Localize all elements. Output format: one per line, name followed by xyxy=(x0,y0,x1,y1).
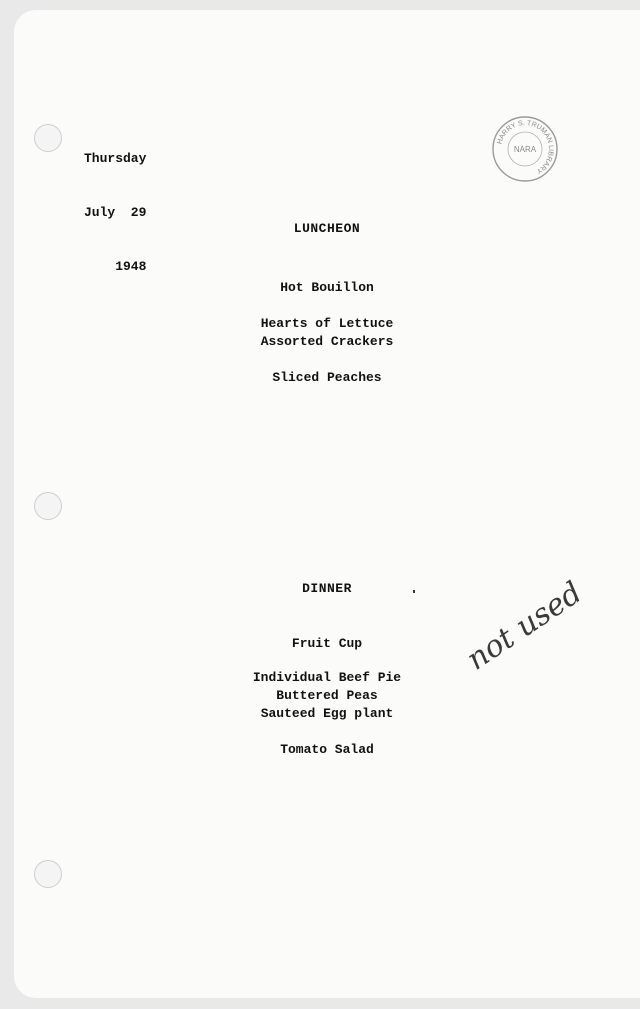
luncheon-item: Hearts of Lettuce xyxy=(260,316,394,331)
menu-page xyxy=(14,10,640,998)
binder-hole-top xyxy=(34,124,62,152)
dinner-item: Individual Beef Pie xyxy=(252,670,402,685)
dinner-item: Tomato Salad xyxy=(280,742,374,757)
luncheon-item: Sliced Peaches xyxy=(272,370,382,385)
binder-hole-bottom xyxy=(34,860,62,888)
stamp-ring-text: HARRY S. TRUMAN LIBRARY xyxy=(496,119,555,175)
dinner-item: Sauteed Egg plant xyxy=(260,706,394,721)
dinner-item: Fruit Cup xyxy=(291,636,363,651)
handwritten-note-text: not used xyxy=(460,575,589,678)
dinner-item: Buttered Peas xyxy=(276,688,378,703)
library-stamp xyxy=(490,114,560,184)
date-month-day: July 29 xyxy=(84,205,147,220)
dinner-heading: DINNER xyxy=(302,581,352,596)
binder-hole-middle xyxy=(34,492,62,520)
ink-speck xyxy=(413,590,415,593)
luncheon-heading: LUNCHEON xyxy=(293,221,361,236)
date-year: 1948 xyxy=(115,259,147,274)
luncheon-item: Assorted Crackers xyxy=(260,334,394,349)
date-weekday: Thursday xyxy=(84,151,147,166)
stamp-center-text: NARA xyxy=(513,145,537,154)
luncheon-item: Hot Bouillon xyxy=(280,280,374,295)
handwritten-note xyxy=(442,555,602,695)
